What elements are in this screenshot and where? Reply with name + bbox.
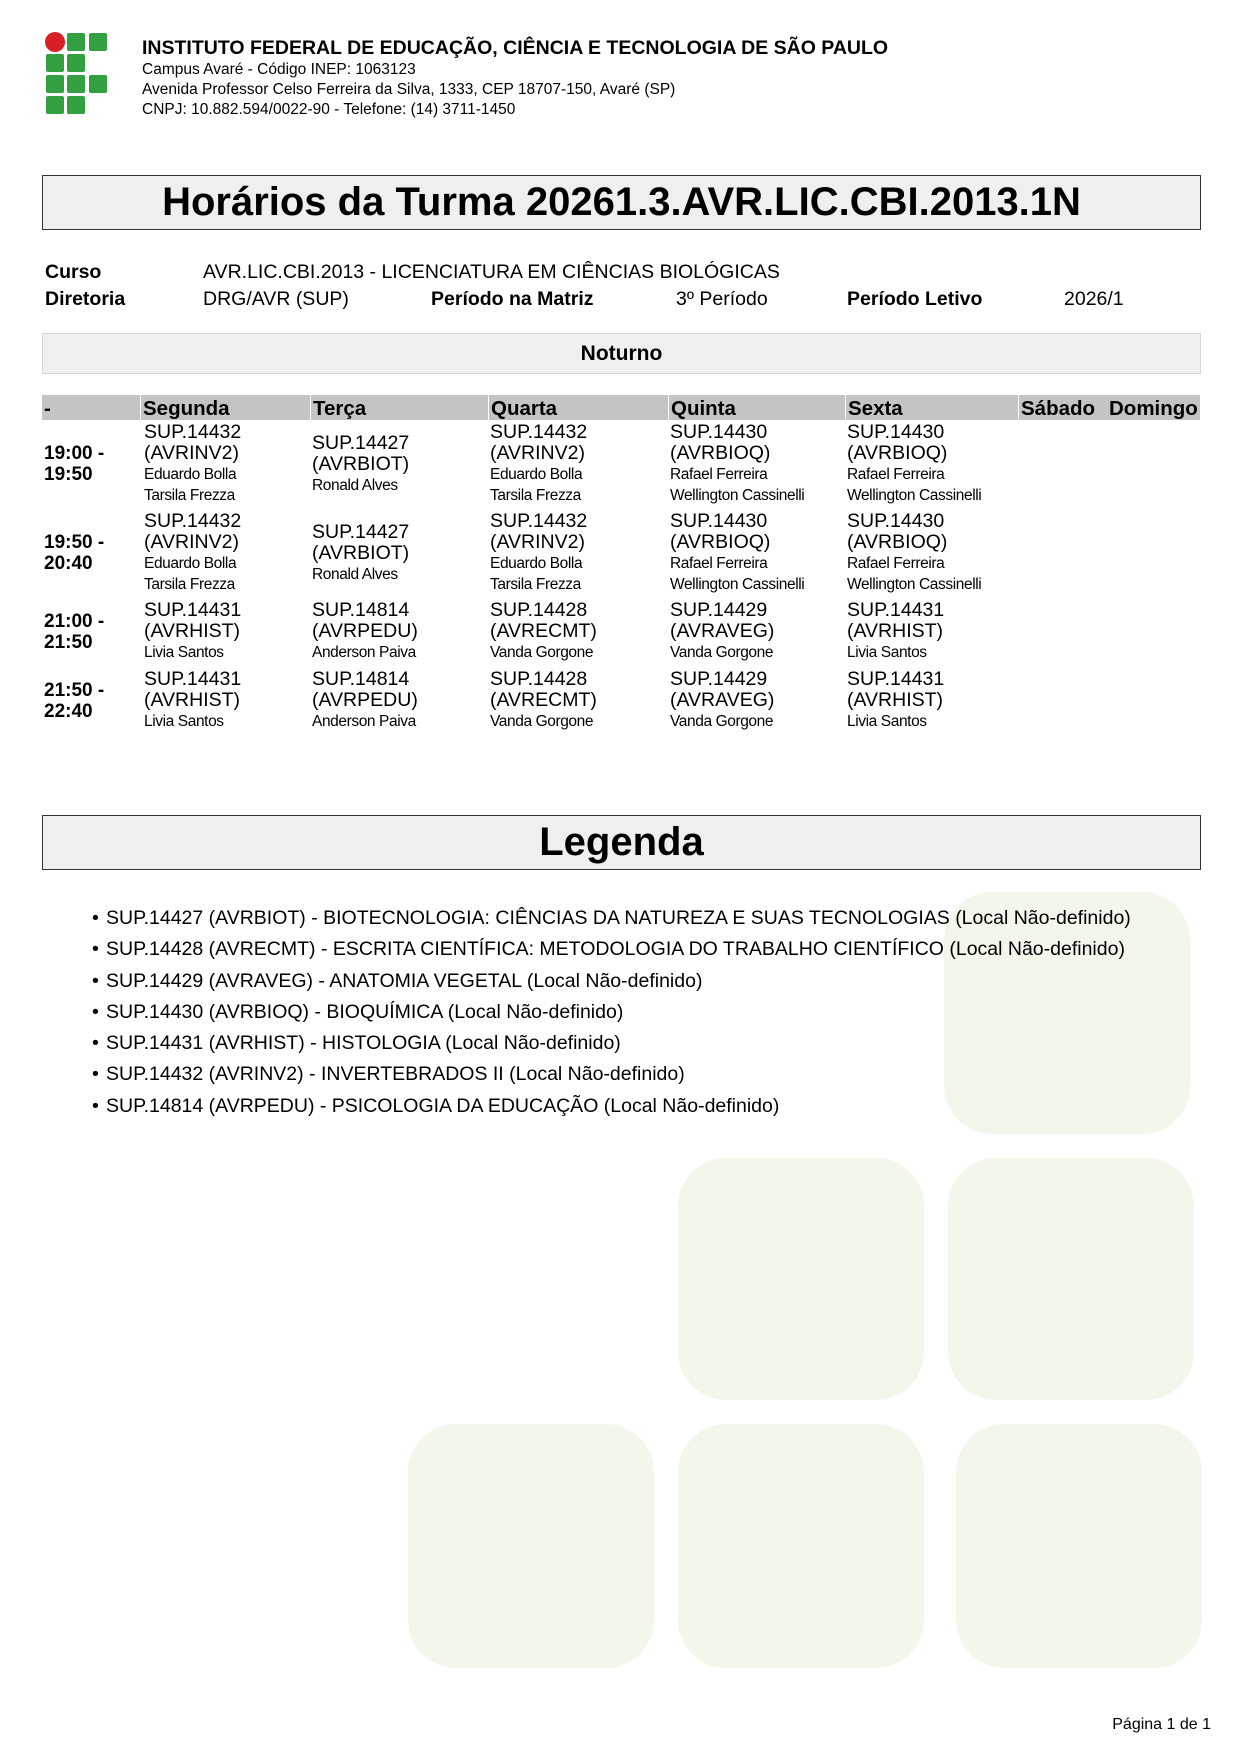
class-code: SUP.14431 xyxy=(847,668,945,690)
institution-header xyxy=(142,36,888,120)
teacher-name: Wellington Cassinelli xyxy=(847,487,982,504)
teacher-name: Vanda Gorgone xyxy=(670,713,774,730)
teacher-name: Livia Santos xyxy=(847,713,927,730)
teacher-name: Anderson Paiva xyxy=(312,644,416,661)
institution-contact: CNPJ: 10.882.594/0022-90 - Telefone: (14) 3711-1450 xyxy=(142,101,516,118)
teacher-name: Tarsila Frezza xyxy=(144,487,235,504)
schedule-cell xyxy=(490,511,587,595)
teacher-name: Rafael Ferreira xyxy=(847,555,945,572)
teacher-name: Vanda Gorgone xyxy=(490,713,594,730)
class-code: (AVRBIOT) xyxy=(312,541,410,564)
teacher-name: Anderson Paiva xyxy=(312,713,416,730)
institution-campus: Campus Avaré - Código INEP: 1063123 xyxy=(142,61,416,78)
legend-list xyxy=(92,903,1202,1122)
teacher-name: Eduardo Bolla xyxy=(144,555,237,572)
class-code: (AVRPEDU) xyxy=(312,689,418,711)
legend-title: Legenda xyxy=(42,815,1201,870)
column-header: Sexta xyxy=(845,395,903,420)
institution-logo xyxy=(45,32,109,116)
legend-item: • SUP.14432 (AVRINV2) - INVERTEBRADOS II (Local Não-definido) xyxy=(92,1059,1202,1090)
teacher-name: Rafael Ferreira xyxy=(670,466,768,483)
class-code: (AVRHIST) xyxy=(847,689,944,711)
schedule-cell xyxy=(144,511,241,595)
teacher-name: Wellington Cassinelli xyxy=(847,576,982,593)
class-code: SUP.14427 xyxy=(312,520,410,543)
teacher-name: Eduardo Bolla xyxy=(490,555,583,572)
time-slot xyxy=(44,532,104,574)
legend-item: • SUP.14429 (AVRAVEG) - ANATOMIA VEGETAL (Local Não-definido) xyxy=(92,966,1202,997)
schedule-cell xyxy=(144,669,241,732)
class-code: (AVRAVEG) xyxy=(670,620,775,642)
class-code: SUP.14431 xyxy=(144,599,242,621)
schedule-table-header xyxy=(42,395,1200,420)
periodo-letivo-value: 2026/1 xyxy=(1064,288,1124,310)
schedule-cell xyxy=(490,600,597,663)
teacher-name: Livia Santos xyxy=(144,713,224,730)
legend-item: • SUP.14814 (AVRPEDU) - PSICOLOGIA DA EDUCAÇÃO (Local Não-definido) xyxy=(92,1091,1202,1122)
teacher-name: Ronald Alves xyxy=(312,565,398,583)
schedule-cell xyxy=(847,600,944,663)
class-code: (AVRBIOQ) xyxy=(670,531,771,553)
schedule-cell xyxy=(312,522,409,585)
class-code: SUP.14432 xyxy=(490,510,588,532)
class-code: SUP.14429 xyxy=(670,668,768,690)
legend-item: • SUP.14427 (AVRBIOT) - BIOTECNOLOGIA: CIÊNCIAS DA NATUREZA E SUAS TECNOLOGIAS (Local Não-definido) xyxy=(92,903,1202,934)
class-code: SUP.14432 xyxy=(144,421,242,443)
teacher-name: Wellington Cassinelli xyxy=(670,487,805,504)
schedule-cell xyxy=(144,600,241,663)
column-header: Sábado xyxy=(1018,395,1095,420)
periodo-matriz-value: 3º Período xyxy=(676,288,768,310)
time-slot-line: 21:50 xyxy=(44,631,93,653)
class-code: (AVRINV2) xyxy=(144,531,239,553)
class-code: (AVRBIOQ) xyxy=(847,442,948,464)
class-code: SUP.14430 xyxy=(847,510,945,532)
time-slot xyxy=(44,611,104,653)
teacher-name: Tarsila Frezza xyxy=(490,487,581,504)
teacher-name: Tarsila Frezza xyxy=(490,576,581,593)
diretoria-value: DRG/AVR (SUP) xyxy=(203,288,349,310)
legend-item: • SUP.14431 (AVRHIST) - HISTOLOGIA (Local Não-definido) xyxy=(92,1028,1202,1059)
teacher-name: Eduardo Bolla xyxy=(144,466,237,483)
periodo-matriz-label: Período na Matriz xyxy=(431,288,594,310)
teacher-name: Eduardo Bolla xyxy=(490,466,583,483)
class-code: SUP.14431 xyxy=(847,599,945,621)
schedule-cell xyxy=(312,669,418,732)
teacher-name: Livia Santos xyxy=(144,644,224,661)
schedule-cell xyxy=(670,511,804,595)
class-code: SUP.14428 xyxy=(490,668,588,690)
time-slot-line: 19:00 - xyxy=(44,443,105,464)
legend-item: • SUP.14430 (AVRBIOQ) - BIOQUÍMICA (Local Não-definido) xyxy=(92,997,1202,1028)
time-slot-line: 21:50 - xyxy=(44,679,105,701)
legend-item: • SUP.14428 (AVRECMT) - ESCRITA CIENTÍFICA: METODOLOGIA DO TRABALHO CIENTÍFICO (Local Não-definido) xyxy=(92,934,1202,965)
class-code: (AVRPEDU) xyxy=(312,620,418,642)
teacher-name: Rafael Ferreira xyxy=(847,466,945,483)
page-number: Página 1 de 1 xyxy=(1112,1716,1211,1733)
column-header: Terça xyxy=(310,395,366,420)
schedule-cell xyxy=(847,669,944,732)
institution-name: INSTITUTO FEDERAL DE EDUCAÇÃO, CIÊNCIA E TECNOLOGIA DE SÃO PAULO xyxy=(142,37,889,59)
class-code: SUP.14432 xyxy=(144,510,242,532)
teacher-name: Vanda Gorgone xyxy=(670,644,774,661)
time-slot xyxy=(44,680,104,722)
teacher-name: Vanda Gorgone xyxy=(490,644,594,661)
schedule-cell xyxy=(847,511,981,595)
class-code: (AVRECMT) xyxy=(490,689,597,711)
class-code: (AVRHIST) xyxy=(144,620,241,642)
schedule-cell xyxy=(312,600,418,663)
time-slot-line: 19:50 xyxy=(44,464,93,485)
schedule-cell xyxy=(670,422,804,506)
class-code: (AVRINV2) xyxy=(144,442,239,464)
shift-heading: Noturno xyxy=(42,333,1201,374)
class-code: SUP.14430 xyxy=(670,421,768,443)
class-code: SUP.14427 xyxy=(312,431,410,454)
class-code: (AVRINV2) xyxy=(490,442,585,464)
class-code: SUP.14430 xyxy=(670,510,768,532)
teacher-name: Livia Santos xyxy=(847,644,927,661)
class-code: SUP.14429 xyxy=(670,599,768,621)
institution-address: Avenida Professor Celso Ferreira da Silva, 1333, CEP 18707-150, Avaré (SP) xyxy=(142,81,676,98)
teacher-name: Tarsila Frezza xyxy=(144,576,235,593)
page-title: Horários da Turma 20261.3.AVR.LIC.CBI.2013.1N xyxy=(42,175,1201,230)
time-slot-line: 20:40 xyxy=(44,553,93,574)
class-code: SUP.14428 xyxy=(490,599,588,621)
class-code: (AVRINV2) xyxy=(490,531,585,553)
column-header: Quarta xyxy=(488,395,557,420)
schedule-cell xyxy=(144,422,241,506)
teacher-name: Rafael Ferreira xyxy=(670,555,768,572)
schedule-cell xyxy=(490,422,587,506)
schedule-cell xyxy=(670,600,774,663)
teacher-name: Ronald Alves xyxy=(312,476,398,494)
column-header: Quinta xyxy=(668,395,736,420)
column-header: Segunda xyxy=(140,395,230,420)
class-code: SUP.14814 xyxy=(312,599,410,621)
time-slot-line: 22:40 xyxy=(44,700,93,722)
class-code: (AVRHIST) xyxy=(144,689,241,711)
class-code: (AVRAVEG) xyxy=(670,689,775,711)
class-code: (AVRHIST) xyxy=(847,620,944,642)
class-code: (AVRECMT) xyxy=(490,620,597,642)
class-code: SUP.14814 xyxy=(312,668,410,690)
class-code: SUP.14431 xyxy=(144,668,242,690)
diretoria-label: Diretoria xyxy=(45,288,126,310)
class-code: (AVRBIOQ) xyxy=(670,442,771,464)
class-code: (AVRBIOT) xyxy=(312,452,410,475)
class-code: SUP.14430 xyxy=(847,421,945,443)
schedule-cell xyxy=(490,669,597,732)
time-slot xyxy=(44,443,104,485)
curso-label: Curso xyxy=(45,261,102,283)
time-slot-line: 21:00 - xyxy=(44,610,105,632)
teacher-name: Wellington Cassinelli xyxy=(670,576,805,593)
schedule-cell xyxy=(847,422,981,506)
time-slot-line: 19:50 - xyxy=(44,532,105,553)
curso-value: AVR.LIC.CBI.2013 - LICENCIATURA EM CIÊNCIAS BIOLÓGICAS xyxy=(203,261,780,283)
column-header: - xyxy=(44,397,51,420)
class-code: SUP.14432 xyxy=(490,421,588,443)
periodo-letivo-label: Período Letivo xyxy=(847,288,983,310)
schedule-cell xyxy=(670,669,774,732)
schedule-cell xyxy=(312,433,409,496)
column-header: Domingo xyxy=(1109,397,1198,420)
class-code: (AVRBIOQ) xyxy=(847,531,948,553)
